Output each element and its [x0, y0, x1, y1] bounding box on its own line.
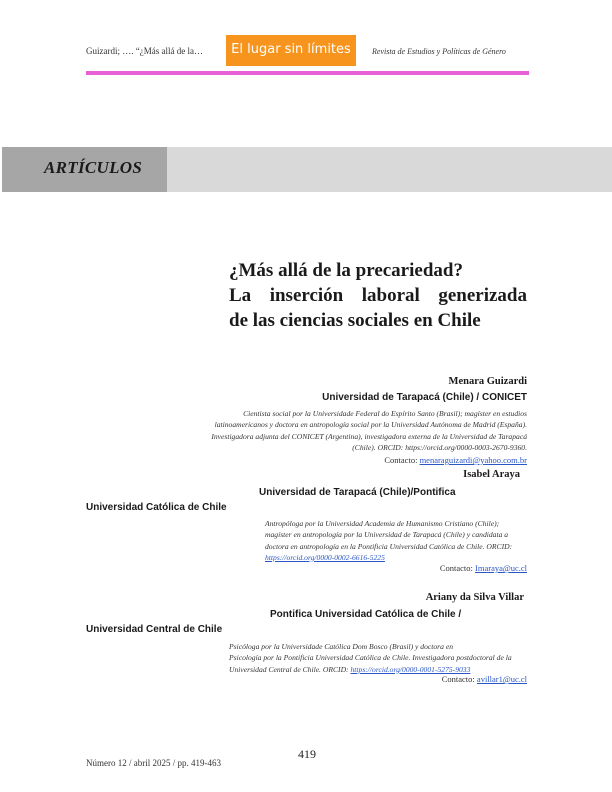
- author-contact: Contacto: Imaraya@uc.cl: [439, 563, 527, 573]
- article-title: [229, 258, 527, 333]
- orcid-link[interactable]: https://orcid.org/0000-0002-6616-5225: [265, 552, 385, 562]
- author-affiliation: Universidad Central de Chile: [86, 624, 223, 635]
- author-name: Menara Guizardi: [448, 376, 527, 387]
- journal-badge: El lugar sin límites: [226, 35, 356, 66]
- title-line-3: de las ciencias sociales en Chile: [229, 310, 481, 331]
- footer-citation: Número 12 / abril 2025 / pp. 419-463: [86, 758, 221, 768]
- author-bio: Antropóloga por la Universidad Academia de Humanismo Cristiano (Chile); magíster en antropología por la Universidad de Tarapacá (Chile) y candidata a doctora en antropología en la Pontificia Universidad Católica de Chile. ORCID: https://orcid.org/0000-0002-6616-5225: [265, 519, 513, 562]
- author-bio: Cientista social por la Universidade Federal do Espírito Santo (Brasil); magíster en estudios latinoamericanos y doctora en antropología social por la Universidad Autónoma de Madrid (España). Investigadora adjunta del CONICET (Argentina), investigadora externa de la Universidad de Tarapacá (Chile). ORCID: https://orcid.org/0000-0003-2670-9360.: [211, 409, 527, 452]
- page-number: 419: [298, 747, 316, 761]
- author-contact: Contacto: menaraguizardi@yahoo.com.br: [384, 455, 527, 465]
- orcid-link[interactable]: https://orcid.org/0000-0001-5275-9033: [350, 664, 471, 674]
- header-rule: [86, 71, 529, 75]
- email-link[interactable]: avillar1@uc.cl: [476, 674, 527, 684]
- title-line-1: ¿Más allá de la precariedad?: [229, 260, 463, 281]
- email-link[interactable]: Imaraya@uc.cl: [475, 563, 527, 573]
- author-name: Isabel Araya: [463, 469, 520, 480]
- author-affiliation: Universidad de Tarapacá (Chile) / CONICET: [322, 392, 527, 403]
- author-affiliation: Pontifica Universidad Católica de Chile /: [270, 609, 462, 620]
- title-line-2: La inserción laboral generizada: [229, 285, 527, 306]
- author-affiliation: Universidad de Tarapacá (Chile)/Pontifica: [259, 487, 456, 498]
- running-title: Guizardi; …. “¿Más allá de la…: [86, 46, 203, 56]
- email-link[interactable]: menaraguizardi@yahoo.com.br: [419, 455, 527, 465]
- author-affiliation: Universidad Católica de Chile: [86, 502, 227, 513]
- author-name: Ariany da Silva Villar: [425, 592, 524, 603]
- journal-name: Revista de Estudios y Políticas de Género: [372, 47, 506, 56]
- section-banner-band: [167, 147, 612, 192]
- author-bio: Psicóloga por la Universidade Católica Dom Bosco (Brasil) y doctora en Psicología por la Pontificia Universidad Católica de Chile. Investigadora postdoctoral de la Universidad Central de Chile. ORCID: https://orcid.org/0000-0001-5275-9033: [229, 642, 512, 674]
- section-label: ARTÍCULOS: [44, 158, 143, 177]
- author-contact: Contacto: avillar1@uc.cl: [441, 674, 527, 684]
